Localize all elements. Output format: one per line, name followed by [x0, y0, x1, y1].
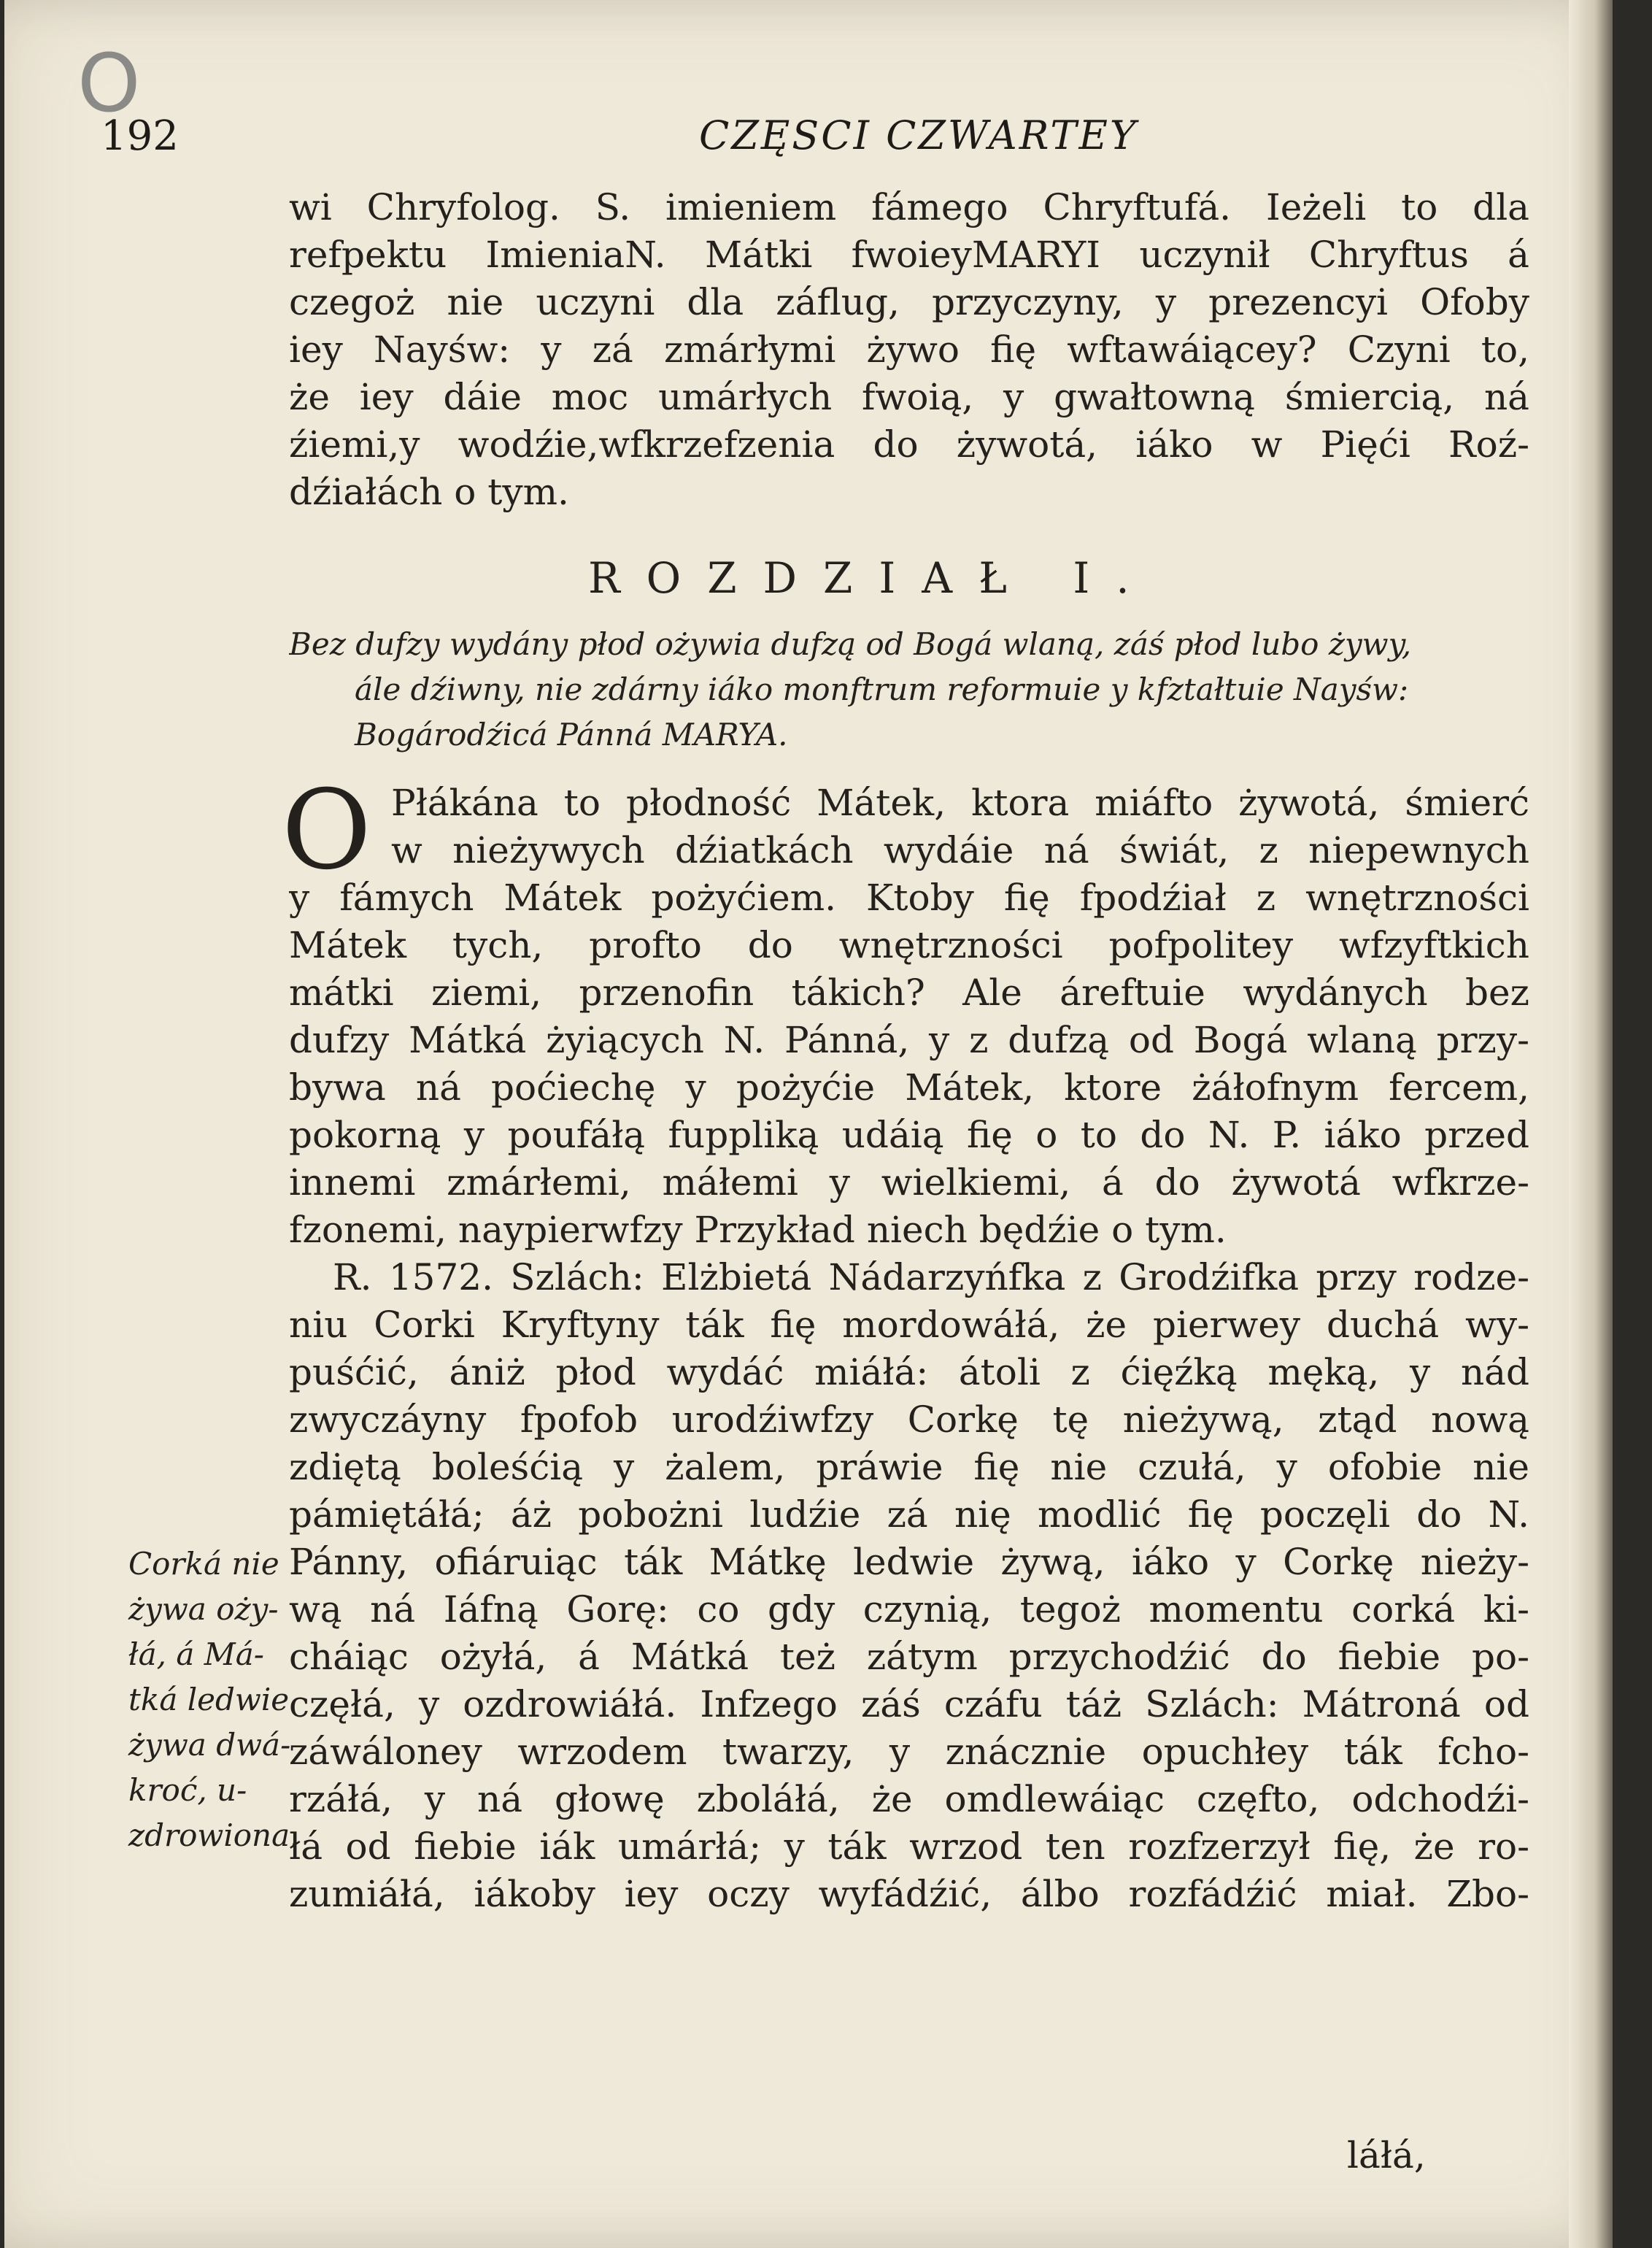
text-line: puśćić, ániż płod wydáć miáłá: átoli z ćięźką męką, y nád — [289, 1351, 1529, 1393]
running-title: CZĘSCI CZWARTEY — [699, 112, 1138, 158]
text-line: wi Chryfolog. S. imieniem fámego Chryftufá. Ieżeli to dla — [289, 186, 1529, 228]
text-line: dźiałách o tym. — [289, 471, 569, 513]
margin-note-line: żywa oży- — [128, 1591, 279, 1627]
text-line: Płákána to płodność Mátek, ktora miáfto żywotá, śmierć — [391, 782, 1529, 824]
text-line: łá od fiebie iák umárłá; y ták wrzod ten rozfzerzył fię, że ro- — [289, 1825, 1529, 1868]
margin-note — [128, 1541, 300, 1858]
text-line: mátki ziemi, przenofin tákich? Ale áreftuie wydánych bez — [289, 971, 1529, 1014]
margin-note-line: tká ledwie — [128, 1682, 290, 1717]
text-line: zumiáłá, iákoby iey oczy wyfádźić, álbo rozfádźić miał. Zbo- — [289, 1873, 1529, 1915]
margin-note-line: kroć, u- — [128, 1772, 247, 1808]
summary-line: Bogárodźicá Pánná MARYA. — [355, 717, 788, 752]
chapter-summary — [289, 622, 1529, 758]
text-line: refpektu ImieniaN. Mátki fwoieyMARYI uczynił Chryftus á — [289, 234, 1529, 276]
text-line: niu Corki Kryftyny ták fię mordowáłá, że pierwey duchá wy- — [289, 1304, 1529, 1346]
text-line: Mátek tych, profto do wnętrzności pofpolitey wfzyftkich — [289, 924, 1529, 966]
running-head — [101, 109, 1531, 175]
text-line: innemi zmárłemi, máłemi y wielkiemi, á do żywotá wfkrze- — [289, 1161, 1529, 1204]
text-line: zwyczáyny fpofob urodźiwfzy Corkę tę nieżywą, ztąd nową — [289, 1398, 1529, 1441]
margin-note-line: Corká nie — [128, 1546, 279, 1582]
summary-line: ále dźiwny, nie zdárny iáko monftrum reformuie y kfztałtuie Nayśw: — [355, 671, 1409, 707]
text-line: zdiętą boleśćią y żalem, práwie fię nie czułá, y ofobie nie — [289, 1446, 1529, 1488]
text-line: y fámych Mátek pożyćiem. Ktoby fię fpodźiał z wnętrzności — [289, 877, 1529, 919]
page-number: 192 — [101, 112, 179, 160]
book-page — [4, 0, 1613, 2248]
text-line: bywa ná poćiechę y pożyćie Mátek, ktore żáłofnym fercem, — [289, 1066, 1529, 1109]
text-line: iey Nayśw: y zá zmárłymi żywo fię wftawáiącey? Czyni to, — [289, 328, 1529, 371]
margin-note-line: łá, á Má- — [128, 1636, 264, 1672]
text-line: źiemi,y wodźie,wfkrzefzenia do żywotá, iáko w Pięći Roź- — [289, 423, 1529, 466]
margin-note-line: zdrowiona. — [128, 1817, 300, 1853]
text-line: w nieżywych dźiatkách wydáie ná świát, z niepewnych — [391, 829, 1529, 871]
text-line: pámiętáłá; áż pobożni ludźie zá nię modlić fię poczęli do N. — [289, 1493, 1529, 1536]
drop-cap: O — [282, 767, 371, 894]
corner-mark: O — [77, 36, 141, 130]
text-line: dufzy Mátká żyiących N. Pánná, y z dufzą od Bogá wlaną przy- — [289, 1019, 1529, 1061]
summary-line: Bez dufzy wydány płod ożywia dufzą od Bogá wlaną, záś płod lubo żywy, — [289, 626, 1412, 662]
text-line: cháiąc ożyłá, á Mátká też zátym przychodźić do fiebie po- — [289, 1636, 1529, 1678]
margin-note-line: żywa dwá- — [128, 1727, 291, 1763]
page-gutter-shadow — [1569, 0, 1613, 2248]
text-line: pokorną y poufáłą fuppliką udáią fię o to do N. P. iáko przed — [289, 1114, 1529, 1156]
main-text — [282, 767, 1529, 1918]
text-line: záwáloney wrzodem twarzy, y znácznie opuchłey ták fcho- — [289, 1731, 1529, 1773]
text-line: wą ná Iáfną Gorę: co gdy czynią, tegoż momentu corká ki- — [289, 1588, 1529, 1631]
chapter-heading: ROZDZIAŁ I. — [588, 553, 1156, 603]
catchword: láłá, — [1347, 2134, 1426, 2176]
text-line: rzáłá, y ná głowę zboláłá, że omdlewáiąc częfto, odchodźi- — [289, 1778, 1529, 1820]
intro-paragraph — [289, 184, 1529, 516]
text-line: R. 1572. Szlách: Elżbietá Nádarzyńfka z Grodźifka przy rodze- — [333, 1256, 1529, 1298]
text-line: częłá, y ozdrowiáłá. Infzego záś czáfu táż Szlách: Mátroná od — [289, 1683, 1529, 1725]
text-line: że iey dáie moc umárłych fwoią, y gwałtowną śmiercią, ná — [289, 376, 1529, 418]
text-line: Pánny, ofiáruiąc ták Mátkę ledwie żywą, iáko y Corkę nieży- — [289, 1541, 1529, 1583]
text-line: czegoż nie uczyni dla záflug, przyczyny, y prezencyi Ofoby — [289, 281, 1529, 323]
text-line: fzonemi, naypierwfzy Przykład niech będźie o tym. — [289, 1209, 1227, 1251]
